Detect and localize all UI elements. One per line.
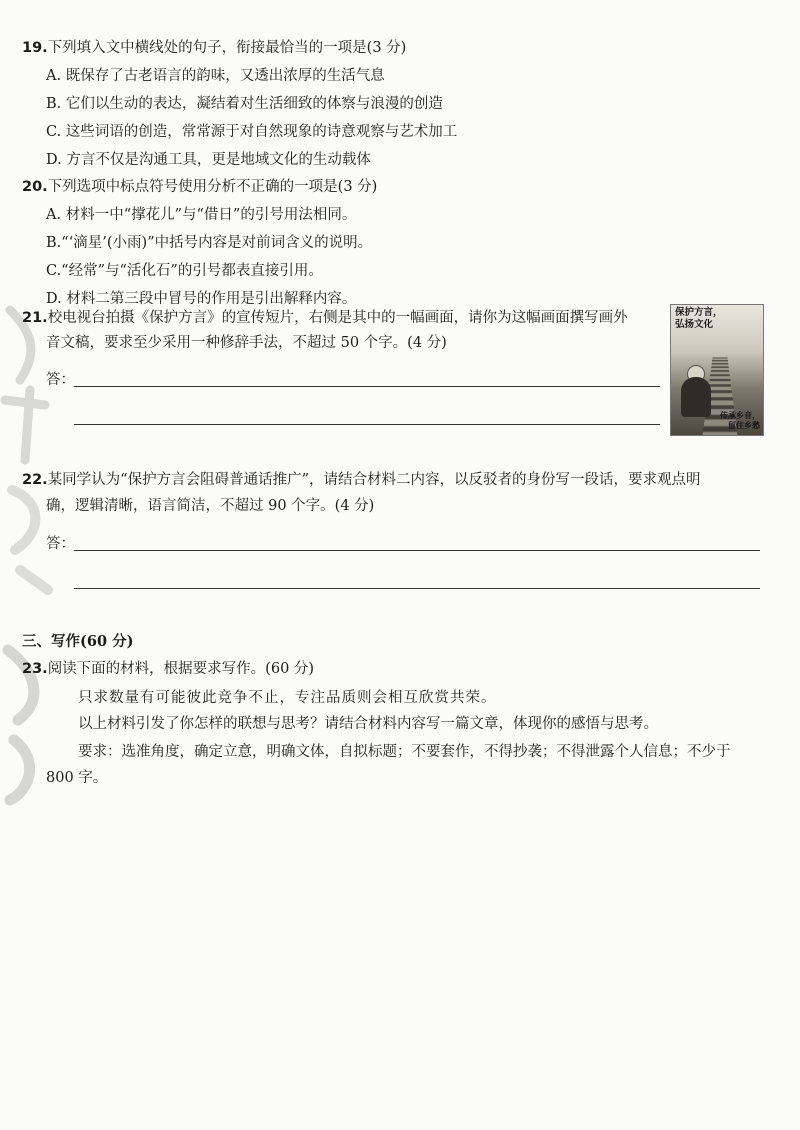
q23-requirement-line2: 800 字。 — [46, 770, 108, 786]
poster-footer — [720, 411, 760, 431]
q20-option-c: C.“经常”与“活化石”的引号都表直接引用。 — [46, 263, 323, 279]
poster-person-figure — [681, 377, 711, 417]
q19-number: 19. — [22, 40, 48, 56]
q21-stem-line1 — [22, 308, 628, 328]
poster-title-line2: 弘扬文化 — [675, 319, 714, 330]
poster-title-line1: 保护方言， — [675, 307, 723, 318]
q22-number: 22. — [22, 472, 48, 488]
q20-option-d: D. 材料二第三段中冒号的作用是引出解释内容。 — [46, 291, 357, 307]
promo-poster-image — [670, 304, 764, 436]
q23-number: 23. — [22, 661, 48, 677]
q21-stem-line2: 音文稿，要求至少采用一种修辞手法，不超过 50 个字。(4 分) — [46, 335, 447, 351]
q21-answer-label: 答： — [46, 372, 75, 388]
q21-text-1: 校电视台拍摄《保护方言》的宣传短片，右侧是其中的一幅画面，请你为这幅画面撰写画外 — [47, 310, 628, 326]
q20-option-b: B.“‘滴星’(小雨)”中括号内容是对前词含义的说明。 — [46, 235, 373, 251]
q23-requirement-line1: 要求：选准角度，确定立意，明确文体，自拟标题；不要套作，不得抄袭；不得泄露个人信息；不少于 — [78, 744, 731, 760]
q19-stem — [22, 38, 406, 58]
q22-text-1: 某同学认为“保护方言会阻碍普通话推广”，请结合材料二内容，以反驳者的身份写一段话，要求观点明 — [47, 472, 701, 488]
q20-text: 下列选项中标点符号使用分析不正确的一项是(3 分) — [47, 179, 378, 195]
q20-option-a: A. 材料一中“撑花儿”与“借日”的引号用法相同。 — [46, 207, 357, 223]
q22-stem-line1 — [22, 470, 701, 490]
q21-answer-line-2[interactable] — [74, 424, 660, 425]
poster-footer-line2: 留住乡愁 — [728, 421, 760, 430]
q19-option-d: D. 方言不仅是沟通工具，更是地域文化的生动载体 — [46, 152, 371, 168]
q22-answer-line-2[interactable] — [74, 588, 760, 589]
poster-title — [675, 307, 723, 331]
q23-text: 阅读下面的材料，根据要求写作。(60 分) — [47, 661, 315, 677]
q23-stem — [22, 659, 314, 679]
section3-title: 三、写作(60 分) — [22, 633, 134, 650]
q19-option-c: C. 这些词语的创造，常常源于对自然现象的诗意观察与艺术加工 — [46, 124, 458, 140]
q22-answer-line-1[interactable] — [74, 550, 760, 551]
q23-material: 只求数量有可能彼此竞争不止，专注品质则会相互欣赏共荣。 — [78, 690, 497, 706]
poster-footer-line1: 传承乡音， — [720, 411, 760, 420]
q20-number: 20. — [22, 179, 48, 195]
q23-prompt: 以上材料引发了你怎样的联想与思考？请结合材料内容写一篇文章，体现你的感悟与思考。 — [78, 716, 658, 732]
q22-answer-label: 答： — [46, 536, 75, 552]
q19-option-b: B. 它们以生动的表达，凝结着对生活细致的体察与浪漫的创造 — [46, 96, 443, 112]
q19-option-a: A. 既保存了古老语言的韵味，又透出浓厚的生活气息 — [46, 68, 385, 84]
q21-number: 21. — [22, 310, 48, 326]
q22-stem-line2: 确，逻辑清晰，语言简洁，不超过 90 个字。(4 分) — [46, 498, 375, 514]
q19-text: 下列填入文中横线处的句子，衔接最恰当的一项是(3 分) — [47, 40, 407, 56]
q21-answer-line-1[interactable] — [74, 386, 660, 387]
q20-stem — [22, 177, 377, 197]
